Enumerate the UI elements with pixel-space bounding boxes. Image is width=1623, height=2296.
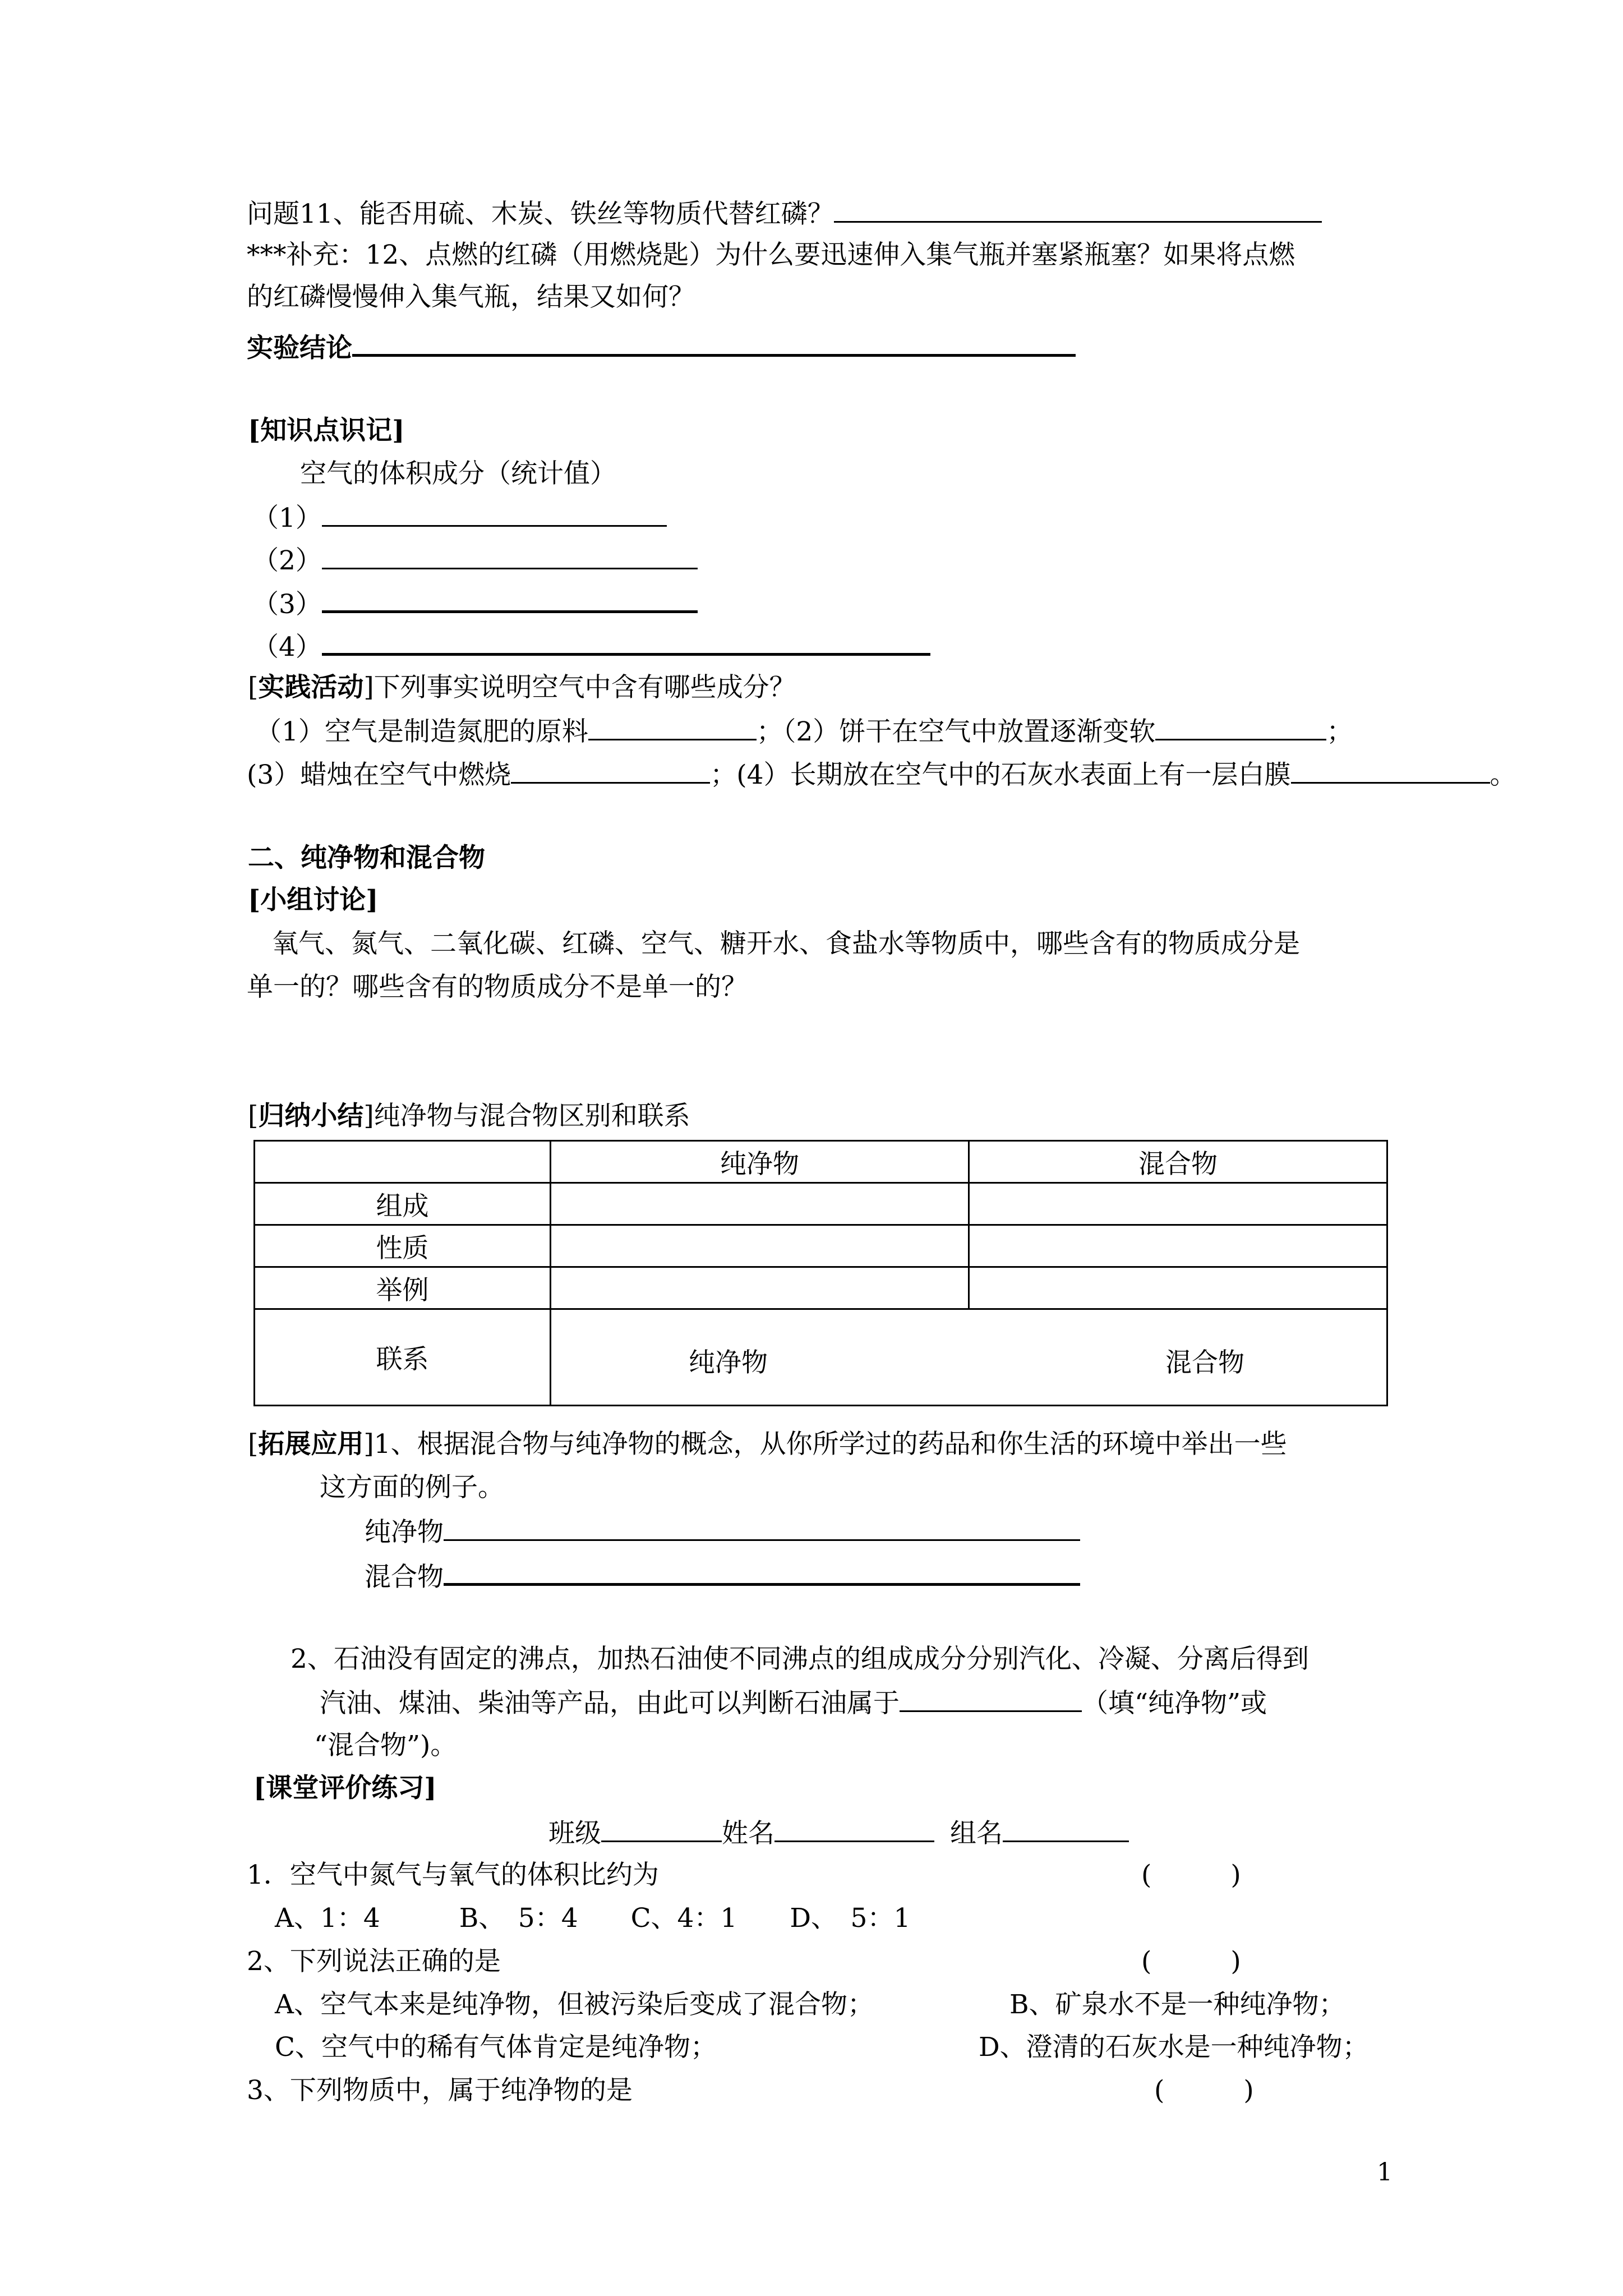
class-field[interactable] bbox=[601, 1816, 722, 1842]
discussion-line-1: 氧气、氮气、二氧化碳、红磷、空气、糖开水、食盐水等物质中，哪些含有的物质成分是 bbox=[272, 928, 1300, 959]
link-pure-label: 纯净物 bbox=[689, 1347, 768, 1378]
item-blank[interactable] bbox=[322, 500, 667, 527]
student-info-line bbox=[548, 1816, 1129, 1851]
summary-table bbox=[253, 1140, 1388, 1406]
question-11 bbox=[247, 196, 1322, 231]
table-header-mix: 混合物 bbox=[969, 1141, 1387, 1183]
eval-q1: 1．空气中氮气与氧气的体积比约为 bbox=[247, 1860, 659, 1890]
item-label: （3） bbox=[252, 589, 322, 620]
practice-blank-3[interactable] bbox=[511, 757, 710, 784]
punctuation: ； bbox=[1326, 716, 1353, 747]
table-cell[interactable] bbox=[969, 1225, 1387, 1267]
q2-text-end: （填“纯净物”或 bbox=[1082, 1688, 1267, 1719]
pure-label: 纯净物 bbox=[365, 1517, 444, 1548]
extension-heading-bold: 拓展应用 bbox=[258, 1429, 364, 1460]
table-row bbox=[255, 1267, 1387, 1309]
pure-example-line bbox=[365, 1515, 1080, 1549]
eval-q2-option-b: B、矿泉水不是一种纯净物； bbox=[1009, 1989, 1345, 2020]
knowledge-item-2 bbox=[252, 543, 698, 578]
summary-heading bbox=[248, 1099, 690, 1133]
mix-blank[interactable] bbox=[444, 1558, 1080, 1586]
knowledge-item-4 bbox=[252, 628, 930, 664]
q2-text: 汽油、煤油、柴油等产品，由此可以判断石油属于 bbox=[320, 1688, 900, 1719]
practice-heading-rest: ]下列事实说明空气中含有哪些成分？ bbox=[363, 672, 796, 703]
evaluation-heading: [课堂评价练习] bbox=[253, 1773, 437, 1803]
table-row-link bbox=[255, 1309, 1387, 1406]
practice-heading bbox=[248, 671, 796, 705]
table-header-row bbox=[255, 1141, 1387, 1183]
row-label-example: 举例 bbox=[255, 1267, 551, 1309]
question-12-line1: ***补充：12、点燃的红磷（用燃烧匙）为什么要迅速伸入集气瓶并塞紧瓶塞？如果将点燃 bbox=[247, 240, 1295, 270]
table-cell[interactable] bbox=[969, 1183, 1387, 1225]
practice-line-2 bbox=[247, 757, 1516, 792]
answer-blank[interactable] bbox=[834, 196, 1322, 223]
summary-heading-bold: 归纳小结 bbox=[258, 1101, 364, 1131]
extension-heading bbox=[248, 1428, 1287, 1461]
item-label: （4） bbox=[252, 632, 322, 662]
practice-item-1: （1）空气是制造氮肥的原料 bbox=[255, 716, 588, 747]
row-label-composition: 组成 bbox=[255, 1183, 551, 1225]
conclusion-blank[interactable] bbox=[352, 329, 1076, 357]
eval-q3: 3、下列物质中，属于纯净物的是 bbox=[247, 2075, 633, 2106]
eval-q1-answer-paren[interactable]: ( ) bbox=[1141, 1860, 1241, 1890]
eval-q2-answer-paren[interactable]: ( ) bbox=[1141, 1946, 1241, 1977]
page-number: 1 bbox=[1377, 2158, 1393, 2187]
question-11-text: 问题11、能否用硫、木炭、铁丝等物质代替红磷？ bbox=[247, 199, 834, 229]
eval-q2-option-c: C、空气中的稀有气体肯定是纯净物； bbox=[275, 2032, 717, 2063]
name-field[interactable] bbox=[774, 1816, 934, 1842]
bracket: [ bbox=[248, 1429, 259, 1460]
eval-q2-option-d: D、澄清的石灰水是一种纯净物； bbox=[979, 2032, 1369, 2063]
item-blank[interactable] bbox=[322, 543, 698, 569]
punctuation: 。 bbox=[1490, 760, 1516, 790]
discussion-line-2: 单一的？哪些含有的物质成分不是单一的？ bbox=[247, 972, 748, 1002]
eval-q2: 2、下列说法正确的是 bbox=[247, 1946, 501, 1977]
group-field[interactable] bbox=[1003, 1816, 1129, 1842]
eval-q2-option-a: A、空气本来是纯净物，但被污染后变成了混合物； bbox=[275, 1989, 874, 2020]
group-label: 组名 bbox=[950, 1818, 1003, 1849]
practice-blank-1[interactable] bbox=[588, 714, 757, 740]
bracket: [ bbox=[248, 1101, 259, 1131]
table-row bbox=[255, 1183, 1387, 1225]
practice-blank-4[interactable] bbox=[1291, 757, 1490, 784]
row-label-property: 性质 bbox=[255, 1225, 551, 1267]
mix-example-line bbox=[365, 1558, 1080, 1594]
item-blank[interactable] bbox=[322, 628, 930, 656]
practice-line-1 bbox=[255, 714, 1353, 749]
knowledge-item-1 bbox=[252, 500, 667, 535]
extension-heading-rest: ]1、根据混合物与纯净物的概念，从你所学过的药品和你生活的环境中举出一些 bbox=[363, 1429, 1287, 1460]
extension-q2-line3: “混合物”)。 bbox=[314, 1730, 457, 1761]
table-cell[interactable] bbox=[969, 1267, 1387, 1309]
practice-item-4: ；(4）长期放在空气中的石灰水表面上有一层白膜 bbox=[710, 760, 1291, 790]
pure-blank[interactable] bbox=[444, 1515, 1080, 1541]
q2-blank[interactable] bbox=[900, 1686, 1082, 1712]
link-mix-label: 混合物 bbox=[1165, 1347, 1244, 1378]
knowledge-item-3 bbox=[252, 586, 698, 622]
table-row bbox=[255, 1225, 1387, 1267]
class-label: 班级 bbox=[548, 1818, 601, 1849]
item-label: （2） bbox=[252, 545, 322, 576]
practice-blank-2[interactable] bbox=[1155, 714, 1326, 740]
question-12-line2: 的红磷慢慢伸入集气瓶，结果又如何？ bbox=[247, 282, 695, 312]
extension-line-2: 这方面的例子。 bbox=[320, 1472, 504, 1503]
summary-heading-rest: ]纯净物与混合物区别和联系 bbox=[363, 1101, 690, 1131]
discussion-heading: [小组讨论] bbox=[248, 885, 379, 915]
practice-item-3: (3）蜡烛在空气中燃烧 bbox=[247, 760, 511, 790]
section-2-title: 二、纯净物和混合物 bbox=[248, 843, 485, 873]
knowledge-heading: [知识点识记] bbox=[248, 415, 405, 446]
table-cell[interactable] bbox=[551, 1267, 969, 1309]
eval-q3-answer-paren[interactable]: ( ) bbox=[1154, 2075, 1254, 2106]
bracket: [ bbox=[248, 672, 259, 703]
knowledge-subtitle: 空气的体积成分（统计值） bbox=[300, 458, 616, 489]
practice-heading-bold: 实践活动 bbox=[258, 672, 364, 703]
mix-label: 混合物 bbox=[365, 1562, 444, 1593]
eval-q1-options: A、1：4 B、 5：4 C、4：1 D、 5：1 bbox=[275, 1903, 911, 1934]
item-blank[interactable] bbox=[322, 586, 698, 613]
experiment-conclusion bbox=[247, 329, 1076, 365]
table-header-pure: 纯净物 bbox=[551, 1141, 969, 1183]
practice-item-2: ；（2）饼干在空气中放置逐渐变软 bbox=[756, 716, 1156, 747]
extension-q2-line2 bbox=[320, 1686, 1267, 1720]
conclusion-label: 实验结论 bbox=[247, 333, 352, 364]
row-label-link: 联系 bbox=[255, 1309, 551, 1406]
item-label: （1） bbox=[252, 503, 322, 533]
name-label: 姓名 bbox=[722, 1818, 774, 1849]
extension-q2-line1: 2、石油没有固定的沸点，加热石油使不同沸点的组成成分分别汽化、冷凝、分离后得到 bbox=[291, 1644, 1309, 1674]
table-cell[interactable] bbox=[551, 1183, 969, 1225]
link-cell[interactable] bbox=[551, 1309, 1387, 1406]
table-cell-empty bbox=[255, 1141, 551, 1183]
table-cell[interactable] bbox=[551, 1225, 969, 1267]
